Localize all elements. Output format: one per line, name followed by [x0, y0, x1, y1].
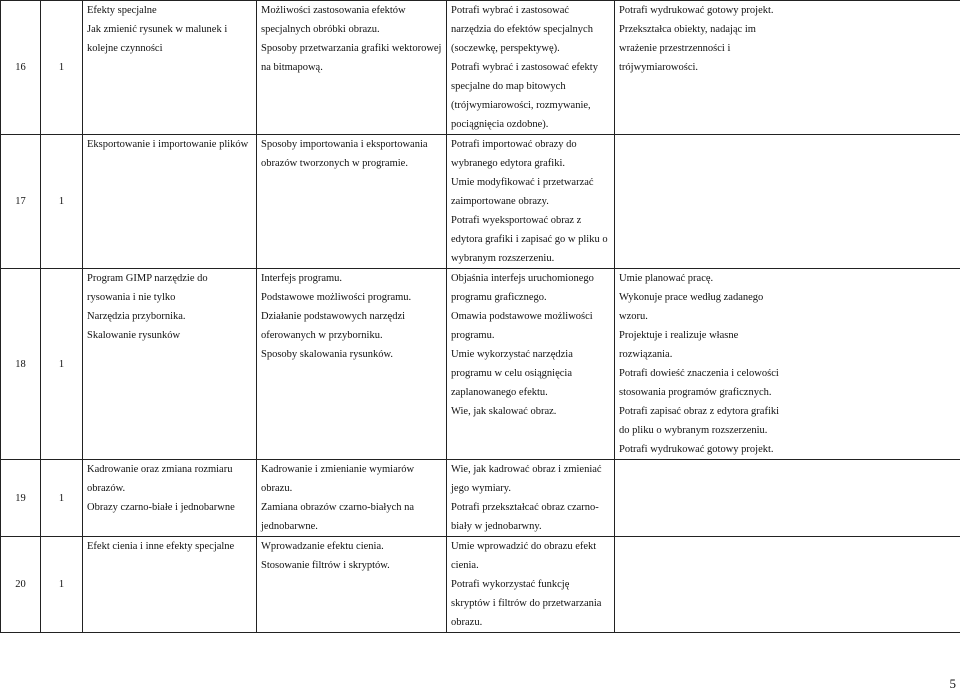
lesson-topic-line: Skalowanie rysunków — [87, 330, 181, 341]
lesson-topic — [83, 537, 257, 633]
basic-requirements-line: Wie, jak skalować obraz. — [451, 406, 557, 417]
lesson-topic-line: kolejne czynności — [87, 43, 163, 54]
lesson-topic — [83, 1, 257, 135]
lesson-content-line: Sposoby skalowania rysunków. — [261, 349, 394, 360]
lesson-hours: 1 — [41, 1, 83, 135]
basic-requirements-line: (soczewkę, perspektywę). — [451, 43, 560, 54]
extended-requirements-line: wrażenie przestrzenności i — [619, 43, 731, 54]
lesson-topic — [83, 135, 257, 269]
basic-requirements-line: specjalne do map bitowych — [451, 81, 566, 92]
lesson-topic-line: Efekty specjalne — [87, 5, 157, 16]
lesson-topic-line: Jak zmienić rysunek w malunek i — [87, 24, 228, 35]
extended-requirements-line: Potrafi zapisać obraz z edytora grafiki — [619, 406, 780, 417]
lesson-content-line: Kadrowanie i zmienianie wymiarów — [261, 464, 415, 475]
basic-requirements-line: cienia. — [451, 560, 479, 571]
basic-requirements — [447, 1, 615, 135]
extended-requirements-line: trójwymiarowości. — [619, 62, 699, 73]
basic-requirements-line: wybranego edytora grafiki. — [451, 158, 565, 169]
basic-requirements-line: biały w jednobarwny. — [451, 521, 542, 532]
basic-requirements — [447, 135, 615, 269]
lesson-content — [257, 135, 447, 269]
lesson-content — [257, 460, 447, 537]
lesson-content — [257, 1, 447, 135]
extended-requirements — [615, 460, 960, 537]
basic-requirements — [447, 269, 615, 460]
extended-requirements — [615, 269, 960, 460]
lesson-number: 17 — [1, 135, 41, 269]
basic-requirements-line: Umie wykorzystać narzędzia — [451, 349, 573, 360]
basic-requirements — [447, 537, 615, 633]
lesson-hours: 1 — [41, 460, 83, 537]
basic-requirements-line: Potrafi wykorzystać funkcję — [451, 579, 570, 590]
lesson-row — [1, 1, 960, 135]
lesson-hours: 1 — [41, 135, 83, 269]
lesson-topic-line: obrazów. — [87, 483, 126, 494]
extended-requirements-line: Potrafi wydrukować gotowy projekt. — [619, 444, 774, 455]
lesson-topic-line: Program GIMP narzędzie do — [87, 273, 208, 284]
basic-requirements-line: Umie wprowadzić do obrazu efekt — [451, 541, 597, 552]
lesson-content — [257, 269, 447, 460]
extended-requirements-line: wzoru. — [619, 311, 648, 322]
lesson-hours: 1 — [41, 269, 83, 460]
page-number: 5 — [949, 676, 956, 691]
extended-requirements-line: Potrafi dowieść znaczenia i celowości — [619, 368, 779, 379]
lesson-content-line: specjalnych obróbki obrazu. — [261, 24, 380, 35]
lesson-content-line: Możliwości zastosowania efektów — [261, 5, 406, 16]
lesson-topic-line: Narzędzia przybornika. — [87, 311, 186, 322]
lesson-number: 20 — [1, 537, 41, 633]
lesson-topic — [83, 460, 257, 537]
basic-requirements-line: programu w celu osiągnięcia — [451, 368, 572, 379]
lesson-hours: 1 — [41, 537, 83, 633]
extended-requirements-line: stosowania programów graficznych. — [619, 387, 772, 398]
basic-requirements-line: obrazu. — [451, 617, 483, 628]
lesson-topic-line: Kadrowanie oraz zmiana rozmiaru — [87, 464, 233, 475]
basic-requirements-line: jego wymiary. — [451, 483, 511, 494]
lesson-content-line: Zamiana obrazów czarno-białych na — [261, 502, 415, 513]
lesson-plan-body — [1, 1, 960, 633]
lesson-topic-line: Obrazy czarno-białe i jednobarwne — [87, 502, 235, 513]
lesson-content-line: na bitmapową. — [261, 62, 323, 73]
extended-requirements — [615, 537, 960, 633]
basic-requirements-line: Potrafi przekształcać obraz czarno- — [451, 502, 599, 513]
lesson-row — [1, 269, 960, 460]
basic-requirements-line: Potrafi importować obrazy do — [451, 139, 577, 150]
lesson-topic-line: Efekt cienia i inne efekty specjalne — [87, 541, 235, 552]
basic-requirements-line: edytora grafiki i zapisać go w pliku o — [451, 234, 608, 245]
basic-requirements-line: Potrafi wyeksportować obraz z — [451, 215, 582, 226]
basic-requirements-line: zaimportowane obrazy. — [451, 196, 549, 207]
lesson-topic — [83, 269, 257, 460]
basic-requirements — [447, 460, 615, 537]
lesson-content-line: Sposoby przetwarzania grafiki wektorowej — [261, 43, 442, 54]
basic-requirements-line: (trójwymiarowości, rozmywanie, — [451, 100, 591, 111]
lesson-content — [257, 537, 447, 633]
extended-requirements-line: rozwiązania. — [619, 349, 673, 360]
basic-requirements-line: Potrafi wybrać i zastosować efekty — [451, 62, 598, 73]
lesson-content-line: Interfejs programu. — [261, 273, 343, 284]
basic-requirements-line: Umie modyfikować i przetwarzać — [451, 177, 594, 188]
basic-requirements-line: wybranym rozszerzeniu. — [451, 253, 555, 264]
extended-requirements-line: Wykonuje prace według zadanego — [619, 292, 764, 303]
extended-requirements-line: Potrafi wydrukować gotowy projekt. — [619, 5, 774, 16]
basic-requirements-line: Omawia podstawowe możliwości — [451, 311, 593, 322]
basic-requirements-line: pociągnięcia ozdobne). — [451, 119, 549, 130]
basic-requirements-line: programu. — [451, 330, 495, 341]
extended-requirements-line: Projektuje i realizuje własne — [619, 330, 739, 341]
lesson-content-line: Stosowanie filtrów i skryptów. — [261, 560, 390, 571]
lesson-row — [1, 537, 960, 633]
basic-requirements-line: narzędzia do efektów specjalnych — [451, 24, 593, 35]
lesson-number: 16 — [1, 1, 41, 135]
extended-requirements-line: do pliku o wybranym rozszerzeniu. — [619, 425, 768, 436]
basic-requirements-line: zaplanowanego efektu. — [451, 387, 548, 398]
extended-requirements-line: Przekształca obiekty, nadając im — [619, 24, 756, 35]
extended-requirements — [615, 1, 960, 135]
basic-requirements-line: Wie, jak kadrować obraz i zmieniać — [451, 464, 602, 475]
lesson-content-line: Sposoby importowania i eksportowania — [261, 139, 428, 150]
lesson-content-line: obrazów tworzonych w programie. — [261, 158, 408, 169]
basic-requirements-line: Objaśnia interfejs uruchomionego — [451, 273, 594, 284]
lesson-content-line: Wprowadzanie efektu cienia. — [261, 541, 384, 552]
basic-requirements-line: programu graficznego. — [451, 292, 547, 303]
lesson-row — [1, 135, 960, 269]
lesson-number: 18 — [1, 269, 41, 460]
lesson-number: 19 — [1, 460, 41, 537]
lesson-content-line: oferowanych w przyborniku. — [261, 330, 383, 341]
lesson-topic-line: Eksportowanie i importowanie plików — [87, 139, 249, 150]
basic-requirements-line: Potrafi wybrać i zastosować — [451, 5, 570, 16]
lesson-topic-line: rysowania i nie tylko — [87, 292, 176, 303]
basic-requirements-line: skryptów i filtrów do przetwarzania — [451, 598, 602, 609]
lesson-row — [1, 460, 960, 537]
extended-requirements-line: Umie planować pracę. — [619, 273, 714, 284]
lesson-content-line: jednobarwne. — [261, 521, 318, 532]
lesson-content-line: obrazu. — [261, 483, 293, 494]
lesson-content-line: Podstawowe możliwości programu. — [261, 292, 412, 303]
extended-requirements — [615, 135, 960, 269]
lesson-content-line: Działanie podstawowych narzędzi — [261, 311, 406, 322]
